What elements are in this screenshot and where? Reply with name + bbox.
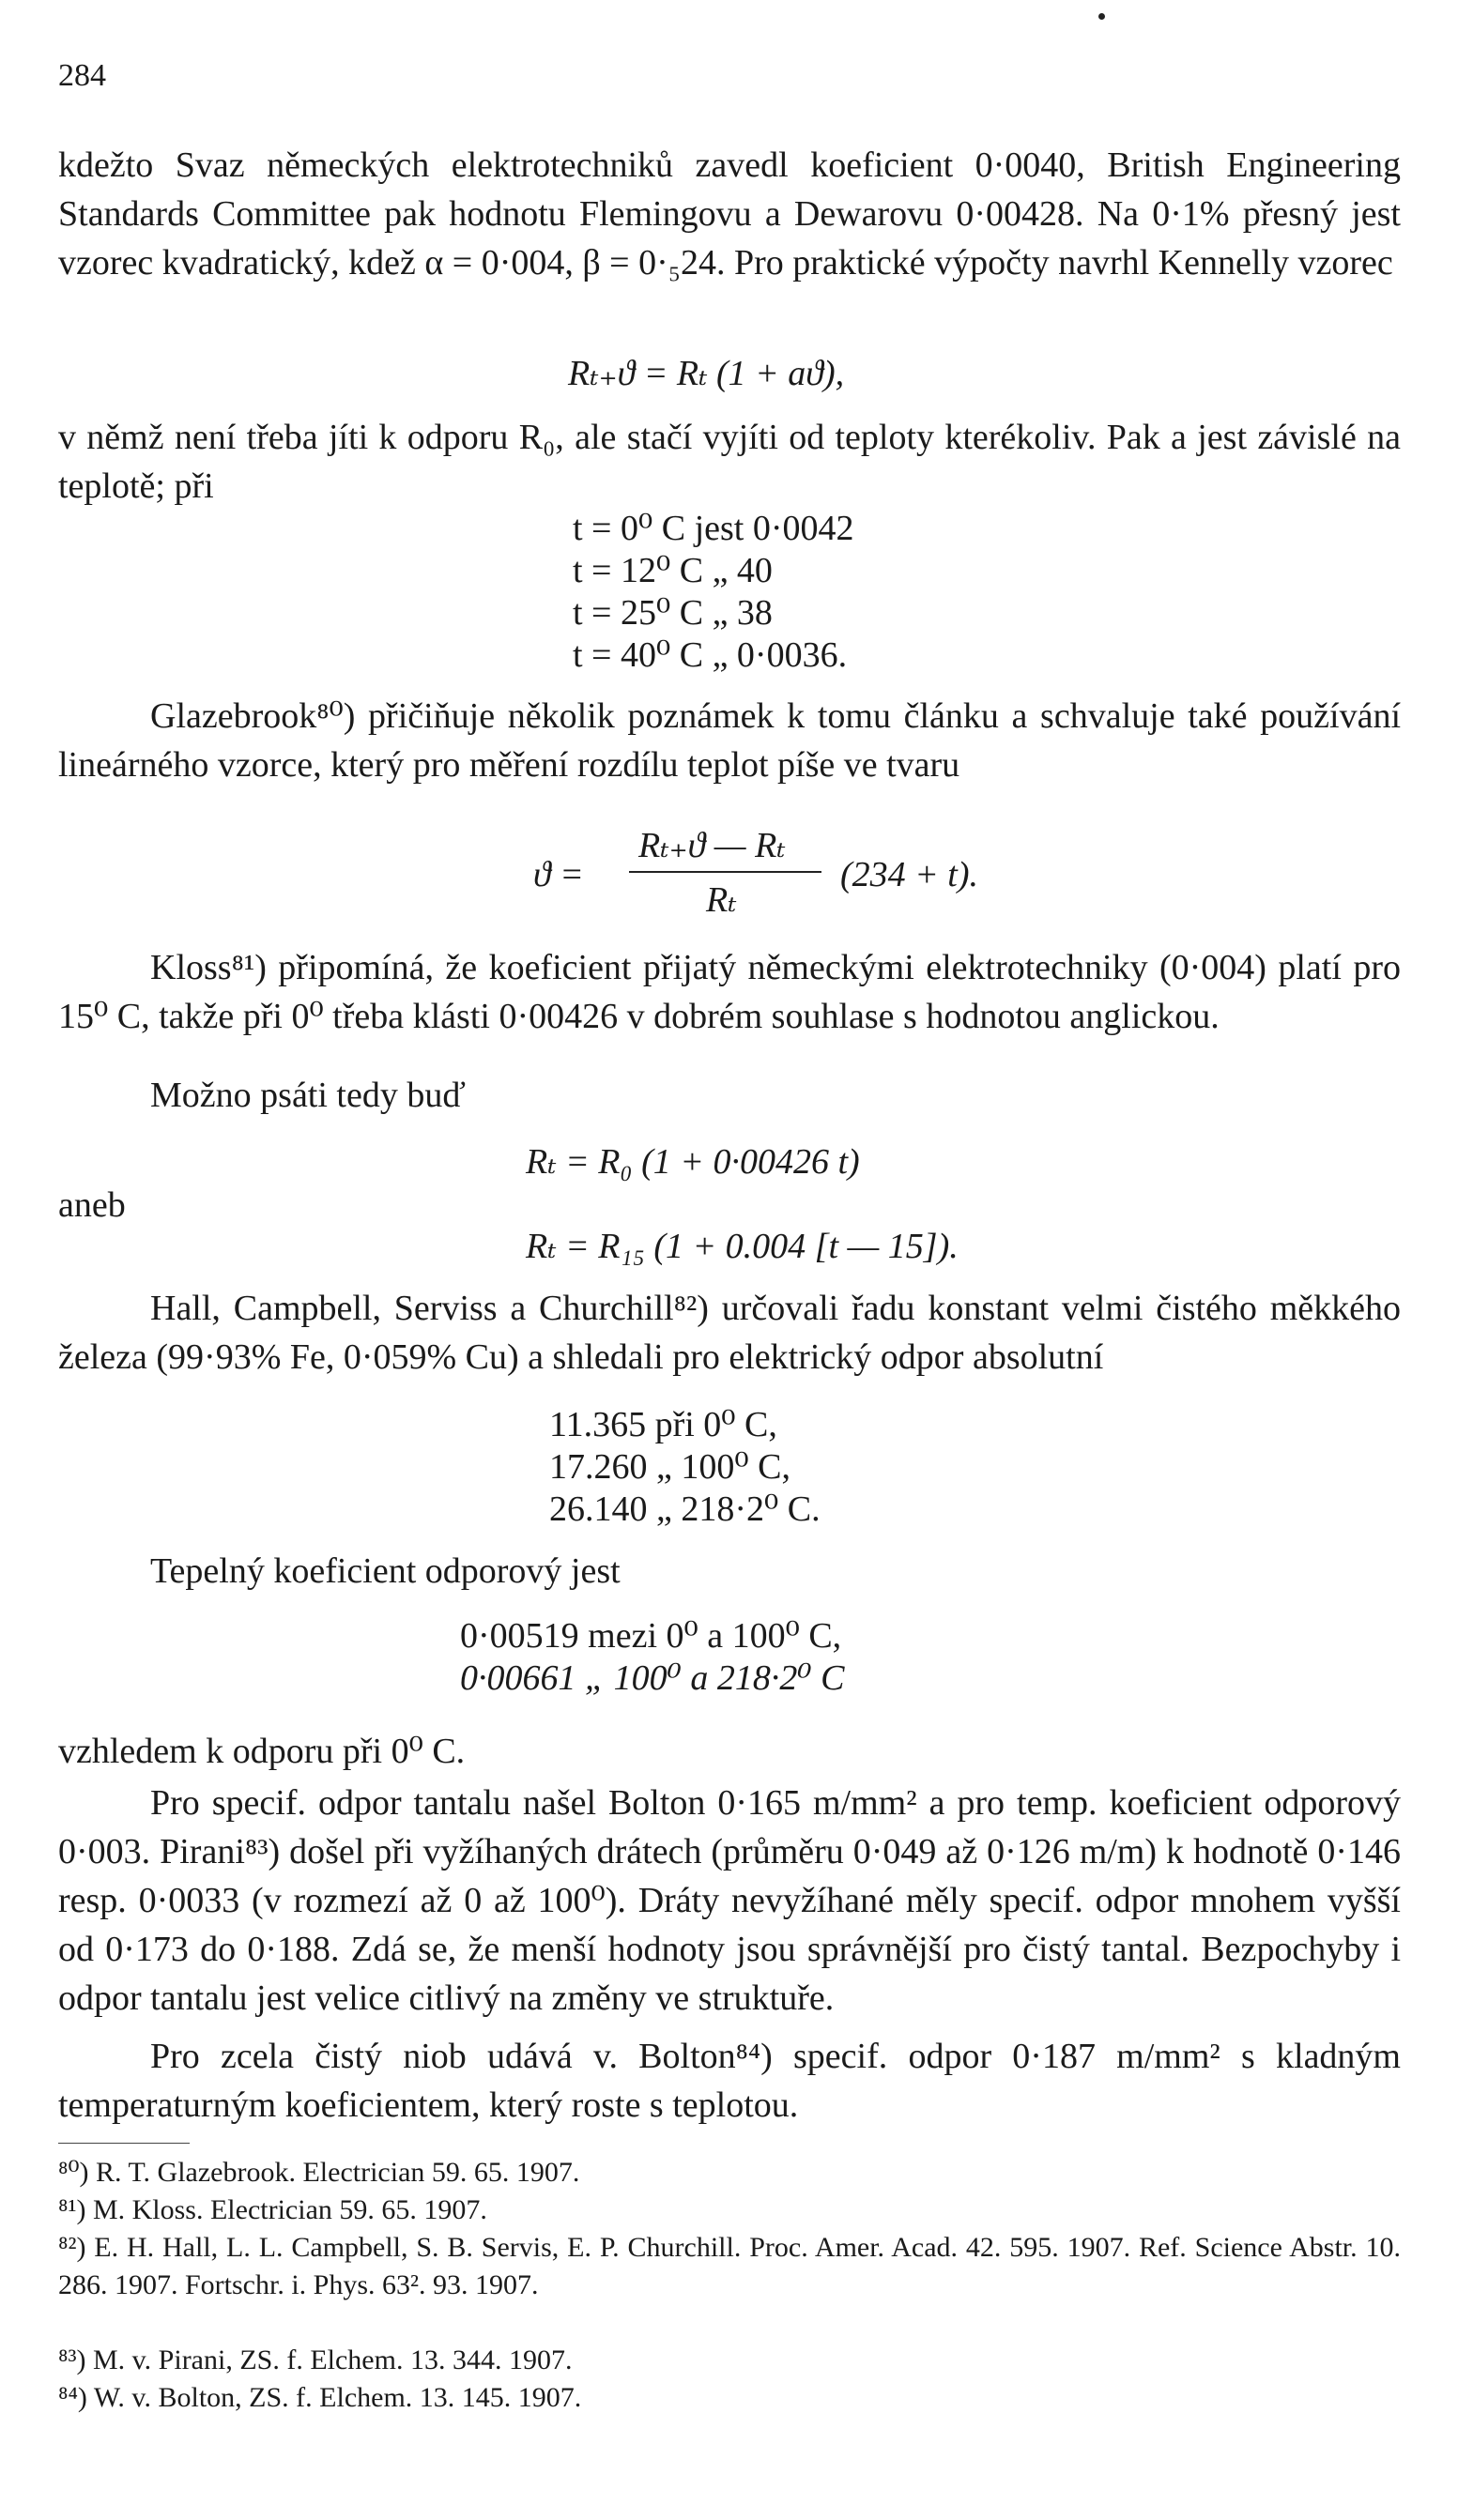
equation-theta-denominator: Rₜ [706, 880, 737, 920]
footnote-divider [58, 2143, 190, 2144]
footnote-82: ⁸²) E. H. Hall, L. L. Campbell, S. B. Servis, E. P. Churchill. Proc. Amer. Acad. 42. 595. 1907. Ref. Science Abstr. 10. 286. 1907. Fortschr. i. Phys. 63². 93. 1907. [58, 2232, 1401, 2300]
equation-theta-rhs: (234 + t). [840, 855, 979, 894]
paragraph-r0: v němž není třeba jíti k odporu R₀, ale stačí vyjíti od teploty kterékoliv. Pak a jest závislé na teplotě; při [58, 418, 1401, 507]
paragraph-vzhledem: vzhledem k odporu při 0⁰ C. [58, 1732, 466, 1771]
t-table-row: t = 12⁰ C „ 40 [573, 551, 773, 590]
equation-theta-numerator: Rₜ₊ϑ — Rₜ [638, 826, 786, 865]
t-table-row: t = 40⁰ C „ 0·0036. [573, 635, 848, 675]
coef-row: 0·00661 „ 100⁰ a 218·2⁰ C [460, 1658, 845, 1698]
equation-a: Rₜ = R₀ (1 + 0·00426 t) [526, 1142, 860, 1182]
paragraph-hall: Hall, Campbell, Serviss a Churchill⁸²) určovali řadu konstant velmi čistého měkkého železa (99·93% Fe, 0·059% Cu) a shledali pro elektrický odpor absolutní [58, 1289, 1401, 1378]
paragraph-niob: Pro zcela čistý niob udává v. Bolton⁸⁴) specif. odpor 0·187 m/mm² s kladným temperaturným koeficientem, který roste s teplotou. [58, 2037, 1401, 2126]
footnote-84: ⁸⁴) W. v. Bolton, ZS. f. Elchem. 13. 145. 1907. [58, 2382, 582, 2413]
iron-row: 17.260 „ 100⁰ C, [549, 1447, 790, 1487]
paragraph-kloss: Kloss⁸¹) připomíná, že koeficient přijatý německými elektrotechniky (0·004) platí pro 15⁰ C, takže při 0⁰ třeba klásti 0·00426 v dobrém souhlase s hodnotou anglickou. [58, 948, 1401, 1037]
coef-row: 0·00519 mezi 0⁰ a 100⁰ C, [460, 1616, 842, 1656]
footnote-83: ⁸³) M. v. Pirani, ZS. f. Elchem. 13. 344. 1907. [58, 2344, 573, 2375]
word-aneb: aneb [58, 1185, 126, 1225]
paragraph-mozno: Možno psáti tedy buď [150, 1076, 466, 1115]
iron-row: 11.365 při 0⁰ C, [549, 1405, 777, 1444]
t-table-row: t = 25⁰ C „ 38 [573, 593, 773, 633]
paragraph-tepelny: Tepelný koeficient odporový jest [150, 1551, 621, 1591]
iron-row: 26.140 „ 218·2⁰ C. [549, 1489, 821, 1529]
fraction-bar [629, 871, 821, 873]
footnote-80: ⁸⁰) R. T. Glazebrook. Electrician 59. 65. 1907. [58, 2157, 580, 2188]
footnote-81: ⁸¹) M. Kloss. Electrician 59. 65. 1907. [58, 2194, 487, 2225]
t-table-row: t = 0⁰ C jest 0·0042 [573, 509, 854, 548]
paragraph-glazebrook: Glazebrook⁸⁰) přičiňuje několik poznámek k tomu článku a schvaluje také používání lineárného vzorce, který pro měření rozdílu teplot píše ve tvaru [58, 696, 1401, 786]
print-speck [1098, 13, 1105, 20]
equation-theta-lhs: ϑ = [533, 855, 584, 894]
equation-b: Rₜ = R₁₅ (1 + 0.004 [t — 15]). [526, 1227, 959, 1266]
paragraph-tantal: Pro specif. odpor tantalu našel Bolton 0·165 m/mm² a pro temp. koeficient odporový 0·003. Pirani⁸³) došel při vyžíhaných drátech (průměru 0·049 až 0·126 m/m) k hodnotě 0·146 resp. 0·0033 (v rozmezí až 0 až 100⁰). Dráty nevyžíhané měly specif. odpor mnohem vyšší od 0·173 do 0·188. Zdá se, že menší hodnoty jsou správnější pro čistý tantal. Bezpochyby i odpor tantalu jest velice citlivý na změny ve struktuře. [58, 1783, 1401, 2019]
page-number: 284 [58, 58, 106, 93]
paragraph-intro: kdežto Svaz německých elektrotechniků zavedl koeficient 0·0040, British Engineering Standards Committee pak hodnotu Flemingovu a Dewarovu 0·00428. Na 0·1% přesný jest vzorec kvadratický, kdež α = 0·004, β = 0·₅24. Pro praktické výpočty navrhl Kennelly vzorec [58, 145, 1401, 283]
equation-kennelly: Rₜ₊ϑ = Rₜ (1 + aϑ), [568, 354, 845, 393]
